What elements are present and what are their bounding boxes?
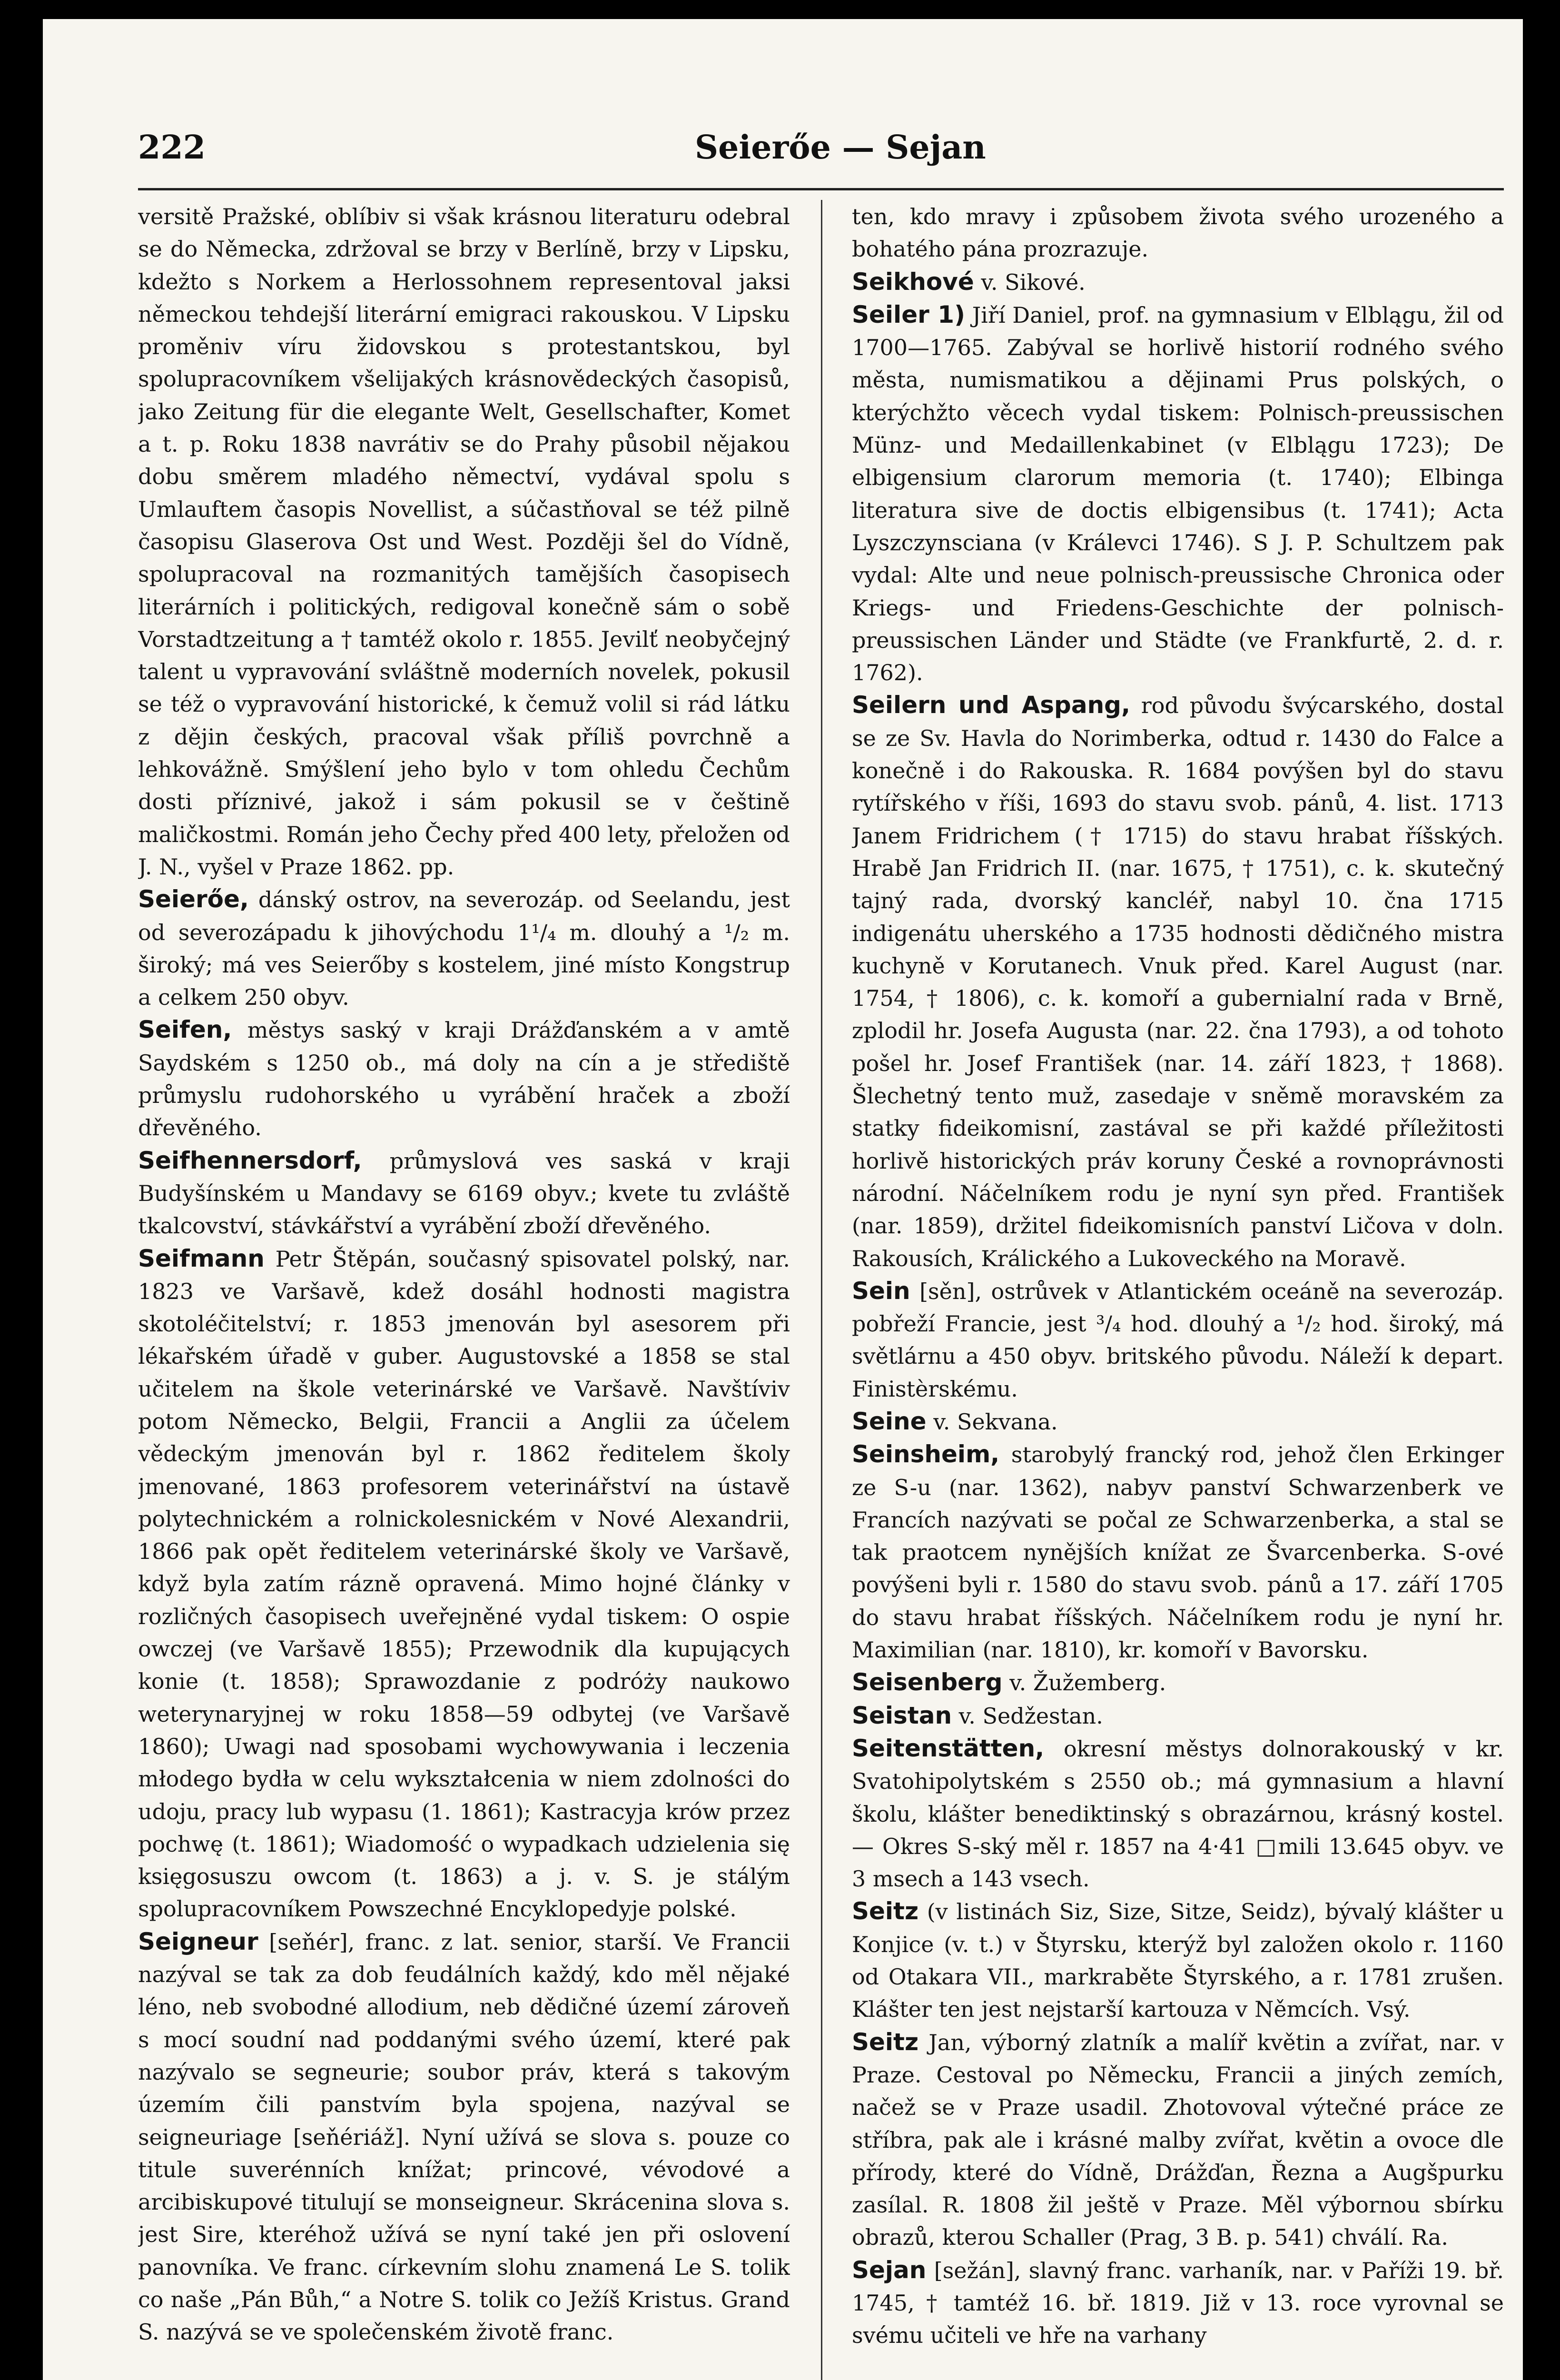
page-number: 222 [138,129,206,167]
right-column [852,200,1504,2380]
entry-seine [852,1405,1504,1438]
entry-text: Jan, výborný zlatník a malíř květin a zvířat, nar. v Praze. Cestoval po Německu, Francii a jiných zemích, načež se v Praze usadil. Zhotovoval výtečné práce ze stříbra, pak ale i krásné malby zvířat, květin a ovoce dle přírody, které do Vídně, Drážďan, Řezna a Augšpurku zasílal. R. 1808 žil ještě v Praze. Měl výbornou sbírku obrazů, kterou Schaller (Prag, 3 B. p. 541) chválí. Ra. [852,2029,1504,2251]
document-page [43,19,1523,2380]
entry-text: [sěn], ostrůvek v Atlantickém oceáně na severozáp. pobřeží Francie, jest ³/₄ hod. dlouhý a ¹/₂ hod. široký, má světlárnu a 450 obyv. britského původu. Náleží k depart. Finistèrskému. [852,1278,1504,1402]
entry-text: (v listinách Siz, Size, Sitze, Seidz), bývalý klášter u Konjice (v. t.) v Štyrsku, kterýž byl založen okolo r. 1160 od Otakara VII., markraběte Štyrského, a r. 1781 zrušen. Klášter ten jest nejstarší kartouza v Němcích. Vsý. [852,1899,1504,2023]
entry-text: v. Sekvana. [926,1408,1058,1435]
entry-seifen [138,1013,790,1144]
entry-seiler [852,298,1504,689]
entry-continuation [852,200,1504,266]
entry-seifmann [138,1242,790,1925]
entry-text: Petr Štěpán, současný spisovatel polský, nar. 1823 ve Varšavě, kdež dosáhl hodnosti magistra skotoléčitelství; r. 1853 jmenován byl asesorem při lékařském úřadě v guber. Augustovské a 1858 se stal učitelem na škole veterinárské ve Varšavě. Navštíviv potom Německo, Belgii, Francii a Anglii za účelem vědeckým jmenován byl r. 1862 ředitelem školy jmenované, 1863 profesorem veterinářství na ústavě polytechnickém a rolnickolesnickém v Nové Alexandrii, 1866 pak opět ředitelem veterinárské školy ve Varšavě, když byla zatím rázně opravená. Mimo hojné články v rozličných časopisech uveřejněné vydal tiskem: O ospie owczej (ve Varšavě 1855); Przewodnik dla kupujących konie (t. 1858); Sprawozdanie z podróży naukowo weterynaryjnej w roku 1858—59 odbytej (ve Varšavě 1860); Uwagi nad sposobami wychowywania i leczenia młodego bydła w celu wykształcenia w niem zdolności do udoju, pracy lub wypasu (1. 1861); Kastracyja krów przez pochwę (t. 1861); Wiadomość o wypadkach udzielenia się księgosuszu owcom (t. 1863) a j. v. S. je stálým spolupracovníkem Powszechné Encyklopedyje polské. [138,1246,790,1922]
entry-headword: Seilern und Aspang, [852,691,1130,719]
entry-text: ten, kdo mravy i způsobem života svého urozeného a bohatého pána prozrazuje. [852,204,1504,262]
header-rule [138,188,1504,190]
entry-seitz-monastery [852,1895,1504,2025]
entry-text: dánský ostrov, na severozáp. od Seelandu, jest od severozápadu k jihovýchodu 1¹/₄ m. dlouhý a ¹/₂ m. široký; má ves Seierőby s kostelem, jiné místo Kongstrup a celkem 250 obyv. [138,887,790,1011]
entry-text: v. Žužemberg. [1002,1670,1166,1696]
entry-sejan [852,2254,1504,2352]
left-column [138,200,790,2380]
entry-seitenstaetten [852,1732,1504,1895]
entry-headword: Seine [852,1407,927,1435]
entry-continuation [138,200,790,883]
entry-headword: Seitz [852,2028,919,2056]
entry-seisenberg [852,1666,1504,1699]
entry-sein [852,1275,1504,1405]
entry-text: [sežán], slavný franc. varhaník, nar. v Paříži 19. bř. 1745, † tamtéž 16. bř. 1819. Již v 13. roce vyrovnal se svému učiteli ve hře na varhany [852,2257,1504,2349]
entry-headword: Seistan [852,1701,952,1729]
entry-text: rod původu švýcarského, dostal se ze Sv. Havla do Norimberka, odtud r. 1430 do Falce a konečně i do Rakouska. R. 1684 povýšen byl do stavu rytířského v říši, 1693 do stavu svob. pánů, 4. list. 1713 Janem Fridrichem († 1715) do stavu hrabat říšských. Hrabě Jan Fridrich II. (nar. 1675, † 1751), c. k. skutečný tajný rada, dvorský kancléř, nabyl 10. čna 1715 indigenátu uherského a 1735 hodnosti dědičného mistra kuchyně v Korutanech. Vnuk před. Karel August (nar. 1754, † 1806), c. k. komoří a gubernialní rada v Brně, zplodil hr. Josefa Augusta (nar. 22. čna 1793), a od tohoto pošel hr. Josef František (nar. 14. září 1823, † 1868). Šlechetný tento muž, zasedaje v sněmě moravském za statky fideikomisní, zastával se při každé příležitosti horlivě historických práv koruny České a rovnoprávnosti národní. Náčelníkem rodu je nyní syn před. František (nar. 1859), držitel fideikomisních panství Ličova v doln. Rakousích, Králického a Lukoveckého na Moravě. [852,693,1504,1271]
entry-text: okresní městys dolnorakouský v kr. Svatohipolytském s 2550 ob.; má gymnasium a hlavní školu, klášter benediktinský s obrazárnou, krásný kostel. — Okres S-ský měl r. 1857 na 4·41 □mili 13.645 obyv. ve 3 msech a 143 vsech. [852,1735,1504,1892]
entry-headword: Seifhennersdorf, [138,1146,362,1174]
entry-text: průmyslová ves saská v kraji Budyšínském u Mandavy se 6169 obyv.; kvete tu zvláště tkalcovství, stávkářství a vyrábění zboží dřevěného. [138,1148,790,1239]
entry-headword: Seigneur [138,1927,258,1955]
entry-headword: Seikhové [852,268,974,296]
running-title: Seierőe — Sejan [695,129,986,167]
entry-headword: Seinsheim, [852,1440,1000,1468]
entry-seinsheim [852,1438,1504,1666]
entry-headword: Sejan [852,2256,927,2284]
entry-text: v. Sikové. [974,269,1086,295]
entry-headword: Sein [852,1277,910,1305]
entry-text: v. Sedžestan. [952,1703,1103,1729]
entry-headword: Seitz [852,1897,919,1925]
entry-seistan [852,1699,1504,1732]
entry-seigneur [138,1925,790,2349]
entry-text: starobylý francký rod, jehož člen Erkinger ze S-u (nar. 1362), nabyv panství Schwarzenberk ve Francích nazývati se počal ze Schwarzenberka, a stal se tak praotcem nynějších knížat ze Švarcenberka. S-ové povýšeni byli r. 1580 do stavu svob. pánů a 17. září 1705 do stavu hrabat říšských. Náčelníkem rodu je nyní hr. Maximilian (nar. 1810), kr. komoří v Bavorsku. [852,1442,1504,1663]
entry-text: versitě Pražské, oblíbiv si však krásnou literaturu odebral se do Německa, zdržoval se brzy v Berlíně, brzy v Lipsku, kdežto s Norkem a Herlossohnem representoval jaksi německou tehdejší literární emigraci rakouskou. V Lipsku proměniv víru židovskou s protestantskou, byl spolupracovníkem všelijakých krásnovědeckých časopisů, jako Zeitung für die elegante Welt, Gesellschafter, Komet a t. p. Roku 1838 navrátiv se do Prahy působil nějakou dobu směrem mladého němectví, vydával spolu s Umlauftem časopis Novellist, a súčastňoval se též pilně časopisu Glaserova Ost und West. Později šel do Vídně, spolupracoval na rozmanitých tamějších časopisech literárních i politických, redigoval konečně sám o sobě Vorstadtzeitung a † tamtéž okolo r. 1855. Jevilť neobyčejný talent u vypravování svláštně moderních novelek, pokusil se též o vypravování historické, k čemuž volil si rád látku z dějin českých, pracoval však příliš povrchně a lehkovážně. Smýšlení jeho bylo v tom ohledu Čechům dosti příznivé, jakož i sám pokusil se v češtině maličkostmi. Román jeho Čechy před 400 lety, přeložen od J. N., vyšel v Praze 1862. pp. [138,204,790,880]
entry-seilern [852,689,1504,1274]
entry-headword: Seisenberg [852,1668,1003,1696]
entry-headword: Seierőe, [138,885,249,913]
entry-seikhove [852,266,1504,298]
entry-text: městys saský v kraji Drážďanském a v amtě Saydském s 1250 ob., má doly na cín a je střediště průmyslu rudohorského u vyrábění hraček a zboží dřevěného. [138,1017,790,1141]
entry-headword: Seiler 1) [852,300,965,328]
entry-seieroe [138,883,790,1013]
entry-headword: Seitenstätten, [852,1734,1045,1762]
entry-text: Jiří Daniel, prof. na gymnasium v Elblągu, žil od 1700—1765. Zabýval se horlivě historií rodného svého města, numismatikou a dějinami Prus polských, o kterýchžto věcech vydal tiskem: Polnisch-preussischen Münz- und Medaillenkabinet (v Elblągu 1723); De elbigensium clarorum memoria (t. 1740); Elbinga literatura sive de doctis elbigensibus (t. 1741); Acta Lyszczynsciana (v Králevci 1746). S J. P. Schultzem pak vydal: Alte und neue polnisch-preussische Chronica oder Kriegs- und Friedens-Geschichte der polnisch-preussischen Länder und Städte (ve Frankfurtě, 2. d. r. 1762). [852,302,1504,686]
column-divider [821,200,822,2380]
entry-seifhennersdorf [138,1144,790,1242]
entry-seitz-jan [852,2026,1504,2254]
entry-headword: Seifmann [138,1244,265,1272]
entry-headword: Seifen, [138,1016,232,1044]
entry-text: [seňér], franc. z lat. senior, starší. Ve Francii nazýval se tak za dob feudálních každý, kdo měl nějaké léno, neb svobodné allodium, neb dědičné území zároveň s mocí soudní nad poddanými svého území, které pak nazývalo se segneurie; soubor práv, která s takovým územím čili panstvím byla spojena, nazýval se seigneuriage [seňériáž]. Nyní užívá se slova s. pouze co titule suverénních knížat; princové, vévodové a arcibiskupové titulují se monseigneur. Skrácenina slova s. jest Sire, kteréhož užívá se nyní také jen při oslovení panovníka. Ve franc. církevním slohu znamená Le S. tolik co naše „Pán Bůh,“ a Notre S. tolik co Ježíš Kristus. Grand S. nazývá se ve společenském životě franc. [138,1929,790,2345]
